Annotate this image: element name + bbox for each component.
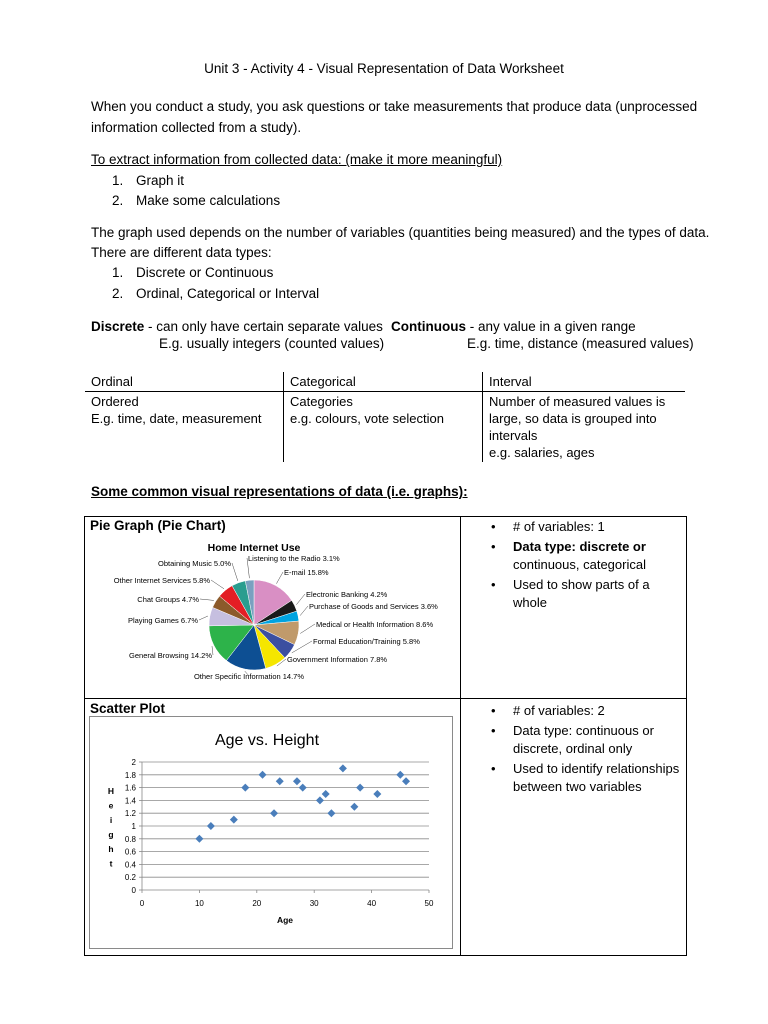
pie-slice-label: E-mail 15.8%	[284, 568, 329, 577]
x-tick-label: 10	[194, 899, 204, 908]
categorical-line: e.g. colours, vote selection	[290, 411, 444, 426]
intro-line-2: information collected from a study).	[91, 120, 302, 135]
pie-chart-title: Home Internet Use	[207, 542, 301, 554]
pie-section-label: Pie Graph (Pie Chart)	[90, 518, 226, 533]
ordinal-line: E.g. time, date, measurement	[91, 411, 262, 426]
interval-cell	[483, 392, 686, 463]
discrete-def: - can only have certain separate values	[144, 319, 383, 334]
bullet-text: Data type: continuous or	[513, 723, 654, 738]
y-tick-label: 0.4	[124, 860, 136, 870]
header-categorical: Categorical	[284, 372, 483, 392]
pie-slice-label: General Browsing 14.2%	[129, 651, 212, 660]
bullet-icon: •	[491, 703, 496, 718]
bullet-continuation: continuous, categorical	[513, 557, 646, 572]
bullet-icon: •	[491, 723, 496, 738]
bullet-item	[491, 722, 679, 740]
ordinal-cell	[85, 392, 284, 463]
x-axis-label: Age	[276, 915, 294, 925]
pie-leader-line	[211, 580, 224, 589]
list-number: 1.	[112, 173, 124, 188]
pie-slice-label: Listening to the Radio 3.1%	[248, 554, 340, 563]
bullet-item	[491, 760, 680, 778]
chart-area-border	[90, 717, 453, 949]
extract-item-1	[112, 172, 184, 190]
y-axis-label-letter: H	[107, 786, 115, 796]
pie-slice-label: Playing Games 6.7%	[127, 616, 198, 625]
interval-line: intervals	[489, 428, 538, 443]
bullet-icon: •	[491, 519, 496, 534]
pie-leader-line	[200, 599, 214, 600]
list-number: 2.	[112, 193, 124, 208]
categorical-line: Categories	[290, 394, 353, 409]
list-number: 2.	[112, 286, 124, 301]
discrete-definition	[91, 318, 383, 336]
y-axis-label-letter: t	[109, 858, 113, 869]
y-tick-label: 2	[131, 758, 136, 767]
y-axis-label-letter: i	[109, 815, 113, 825]
ordinal-line: Ordered	[91, 394, 139, 409]
page-title: Unit 3 - Activity 4 - Visual Representation of Data Worksheet	[204, 61, 564, 76]
list-number: 1.	[112, 265, 124, 280]
bullet-item	[491, 538, 650, 556]
scatter-chart-title: Age vs. Height	[214, 732, 320, 749]
bullet-icon: •	[491, 577, 496, 592]
list-text: Make some calculations	[136, 193, 281, 208]
pie-slice-label: Formal Education/Training 5.8%	[313, 637, 420, 646]
data-type-item-1	[112, 264, 273, 282]
graphs-table-column-divider	[460, 516, 461, 955]
header-interval: Interval	[483, 372, 686, 392]
extract-heading: To extract information from collected data: (make it more meaningful)	[91, 152, 503, 167]
discrete-example: E.g. usually integers (counted values)	[159, 336, 385, 351]
discrete-term: Discrete	[91, 319, 145, 334]
data-type-item-2	[112, 285, 319, 303]
pie-slice-label: Other Internet Services 5.8%	[113, 576, 210, 585]
pie-leader-line	[199, 616, 208, 620]
x-tick-label: 20	[252, 899, 262, 908]
table-row	[85, 392, 685, 463]
y-tick-label: 1.4	[124, 796, 136, 806]
y-tick-label: 0	[131, 886, 136, 895]
pie-chart	[86, 535, 458, 695]
continuous-def: - any value in a given range	[465, 319, 636, 334]
bullet-item	[491, 702, 679, 720]
list-text: Ordinal, Categorical or Interval	[136, 286, 320, 301]
pie-leader-line	[300, 624, 315, 634]
pie-slice-label: Obtaining Music 5.0%	[158, 559, 231, 568]
x-tick-label: 30	[309, 899, 319, 908]
pie-slice-label: Government Information 7.8%	[287, 655, 388, 664]
bullet-icon: •	[491, 539, 496, 554]
pie-slice-label: Purchase of Goods and Services 3.6%	[309, 602, 438, 611]
bullet-text: # of variables: 1	[513, 519, 605, 534]
y-tick-label: 1	[131, 822, 136, 831]
pie-slice-label: Other Specific Information 14.7%	[193, 672, 305, 681]
pie-leader-line	[276, 572, 283, 584]
pie-leader-line	[296, 594, 305, 605]
scatter-bullets	[491, 702, 680, 796]
pie-slice-label: Electronic Banking 4.2%	[306, 590, 388, 599]
y-tick-label: 0.6	[124, 847, 136, 857]
pie-leader-line	[212, 646, 213, 655]
table-header-row	[85, 372, 685, 392]
pie-leader-line	[300, 606, 308, 616]
x-tick-label: 0	[139, 899, 145, 908]
y-tick-label: 1.6	[124, 783, 136, 793]
intro-line-1: When you conduct a study, you ask questions or take measurements that produce data (unprocessed	[91, 99, 698, 114]
scatter-chart	[89, 716, 453, 949]
pie-bullets	[491, 518, 650, 612]
pie-slice-label: Medical or Health Information 8.6%	[316, 620, 434, 629]
bullet-item	[491, 576, 650, 594]
y-tick-label: 0.2	[124, 873, 136, 883]
graph-depends-line-2: There are different data types:	[91, 245, 272, 260]
interval-line: e.g. salaries, ages	[489, 445, 595, 460]
continuous-definition	[391, 318, 636, 336]
bullet-text: Data type: discrete or	[513, 539, 646, 554]
bullet-continuation: whole	[513, 595, 547, 610]
bullet-continuation: discrete, ordinal only	[513, 741, 633, 756]
bullet-text: Used to show parts of a	[513, 577, 650, 592]
data-types-table	[85, 372, 685, 462]
y-axis-label-letter: e	[108, 800, 114, 811]
bullet-continuation: between two variables	[513, 779, 642, 794]
interval-line: Number of measured values is	[489, 394, 666, 409]
extract-item-2	[112, 192, 280, 210]
continuous-example: E.g. time, distance (measured values)	[467, 336, 694, 351]
y-tick-label: 1.2	[124, 809, 136, 819]
bullet-text: Used to identify relationships	[513, 761, 680, 776]
continuous-term: Continuous	[391, 319, 466, 334]
y-tick-label: 1.8	[124, 770, 136, 780]
y-tick-label: 0.8	[124, 834, 136, 844]
y-axis-label-letter: h	[108, 844, 114, 854]
x-tick-label: 50	[424, 899, 434, 908]
interval-line: large, so data is grouped into	[489, 411, 657, 426]
common-representations-heading: Some common visual representations of data (i.e. graphs):	[91, 484, 468, 499]
header-ordinal: Ordinal	[85, 372, 284, 392]
x-tick-label: 40	[367, 899, 377, 908]
y-axis-label-letter: g	[108, 829, 114, 840]
pie-slices	[209, 580, 299, 670]
bullet-text: # of variables: 2	[513, 703, 605, 718]
graphs-table-row-divider	[84, 698, 686, 699]
pie-leader-line	[232, 563, 238, 581]
bullet-item	[491, 518, 650, 536]
pie-slice-label: Chat Groups 4.7%	[137, 595, 199, 604]
graph-depends-line-1: The graph used depends on the number of variables (quantities being measured) and the types of data.	[91, 225, 710, 240]
list-text: Discrete or Continuous	[136, 265, 274, 280]
scatter-section-label: Scatter Plot	[90, 701, 166, 716]
bullet-icon: •	[491, 761, 496, 776]
list-text: Graph it	[136, 173, 185, 188]
categorical-cell	[284, 392, 483, 463]
